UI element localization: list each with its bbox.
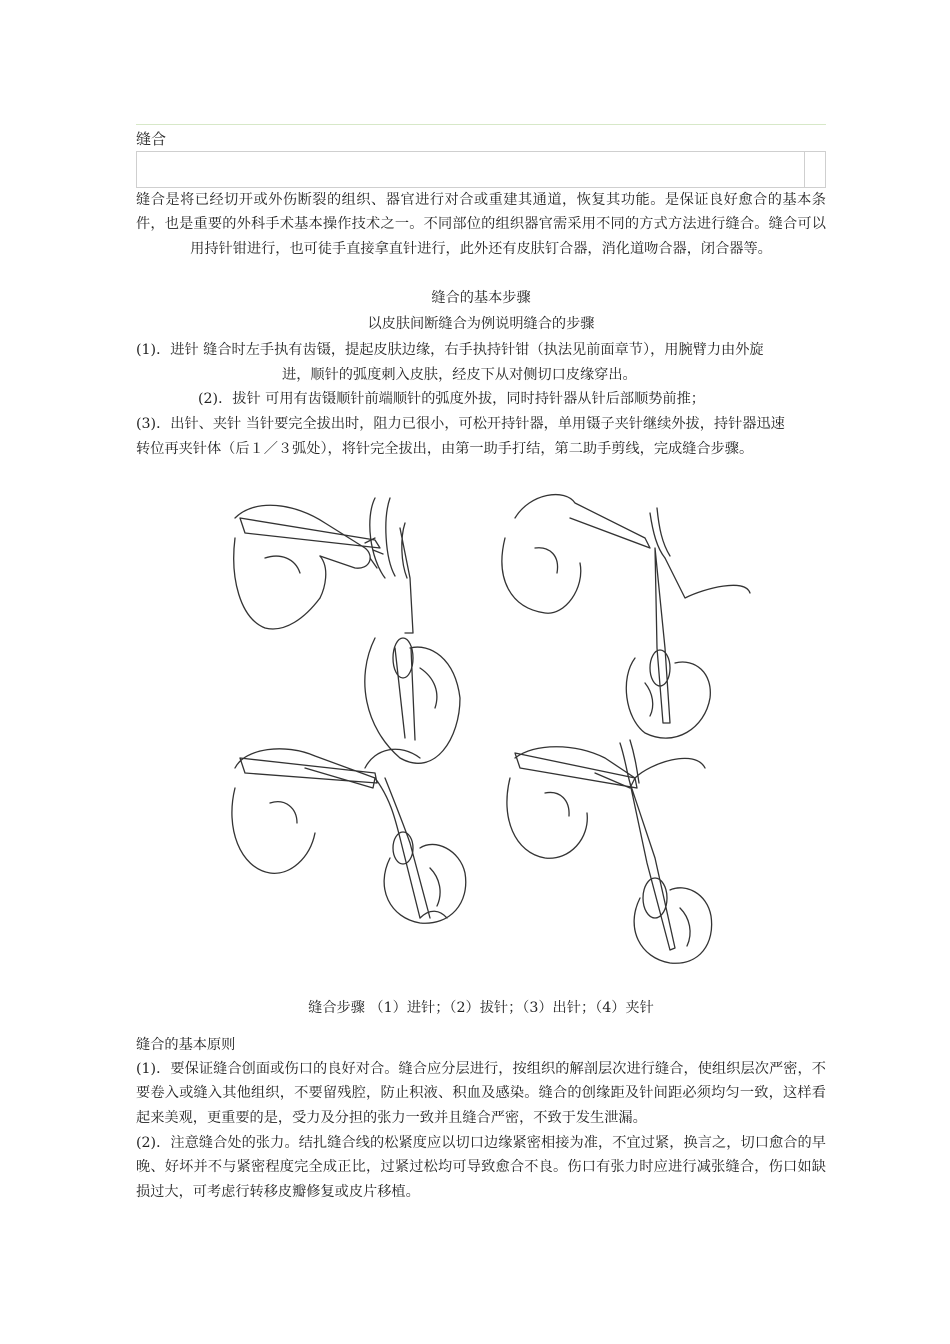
empty-table-cell [804, 152, 825, 187]
step1-line2: 进，顺针的弧度刺入皮肤，经皮下从对侧切口皮缘穿出。 [282, 367, 637, 383]
step3-line1: (3)．出针、夹针 当针要完全拔出时，阻力已很小，可松开持针器，单用镊子夹针继续外拔，持针器迅速 [136, 416, 785, 432]
steps-subheading: 以皮肤间断缝合为例说明缝合的步骤 [367, 316, 595, 332]
step1-line1: (1)．进针 缝合时左手执有齿镊，提起皮肤边缘，右手执持针钳（执法见前面章节），用腕臂力由外旋 [136, 342, 764, 358]
step2-text: (2)．拔针 可用有齿镊顺针前端顺针的弧度外拔，同时持针器从针后部顺势前推； [198, 391, 705, 407]
step3-line2: 转位再夹针体（后１／３弧处），将针完全拔出，由第一助手打结，第二助手剪线，完成缝合步骤。 [136, 441, 754, 457]
top-divider [136, 124, 826, 125]
principle-2: (2)．注意缝合处的张力。结扎缝合线的松紧度应以切口边缘紧密相接为准，不宜过紧，换言之，切口愈合的早晚、好坏并不与紧密程度完全成正比，过紧过松均可导致愈合不良。伤口有张力时应进行减张缝合，伤口如缺损过大，可考虑行转移皮瓣修复或皮片移植。 [136, 1135, 826, 1200]
figure-caption: 缝合步骤 （1）进针；（2）拔针；（3）出针；（4）夹针 [308, 1000, 654, 1016]
panel-1-needle-entry [234, 498, 460, 763]
intro-paragraph: 缝合是将已经切开或外伤断裂的组织、器官进行对合或重建其通道，恢复其功能。是保证良好愈合的基本条件，也是重要的外科手术基本操作技术之一。不同部位的组织器官需采用不同的方式方法进行缝合。缝合可以用持针钳进行，也可徒手直接拿直针进行，此外还有皮肤钉合器，消化道吻合器，闭合器等。 [136, 192, 826, 257]
principles-heading: 缝合的基本原则 [136, 1037, 236, 1053]
page-title: 缝合 [136, 130, 167, 148]
steps-heading: 缝合的基本步骤 [431, 290, 531, 306]
suturing-illustration [225, 478, 765, 978]
empty-table-box [136, 151, 826, 188]
panel-4-needle-grasp [507, 740, 712, 963]
panel-2-needle-pull [502, 495, 750, 739]
suturing-steps-figure [225, 478, 765, 978]
principle-1: (1)．要保证缝合创面或伤口的良好对合。缝合应分层进行，按组织的解剖层次进行缝合，使组织层次严密，不要卷入或缝入其他组织，不要留残腔，防止积液、积血及感染。缝合的创缘距及针间距必须均匀一致，这样看起来美观，更重要的是，受力及分担的张力一致并且缝合严密，不致于发生泄漏。 [136, 1061, 826, 1126]
panel-3-needle-exit [232, 749, 466, 923]
